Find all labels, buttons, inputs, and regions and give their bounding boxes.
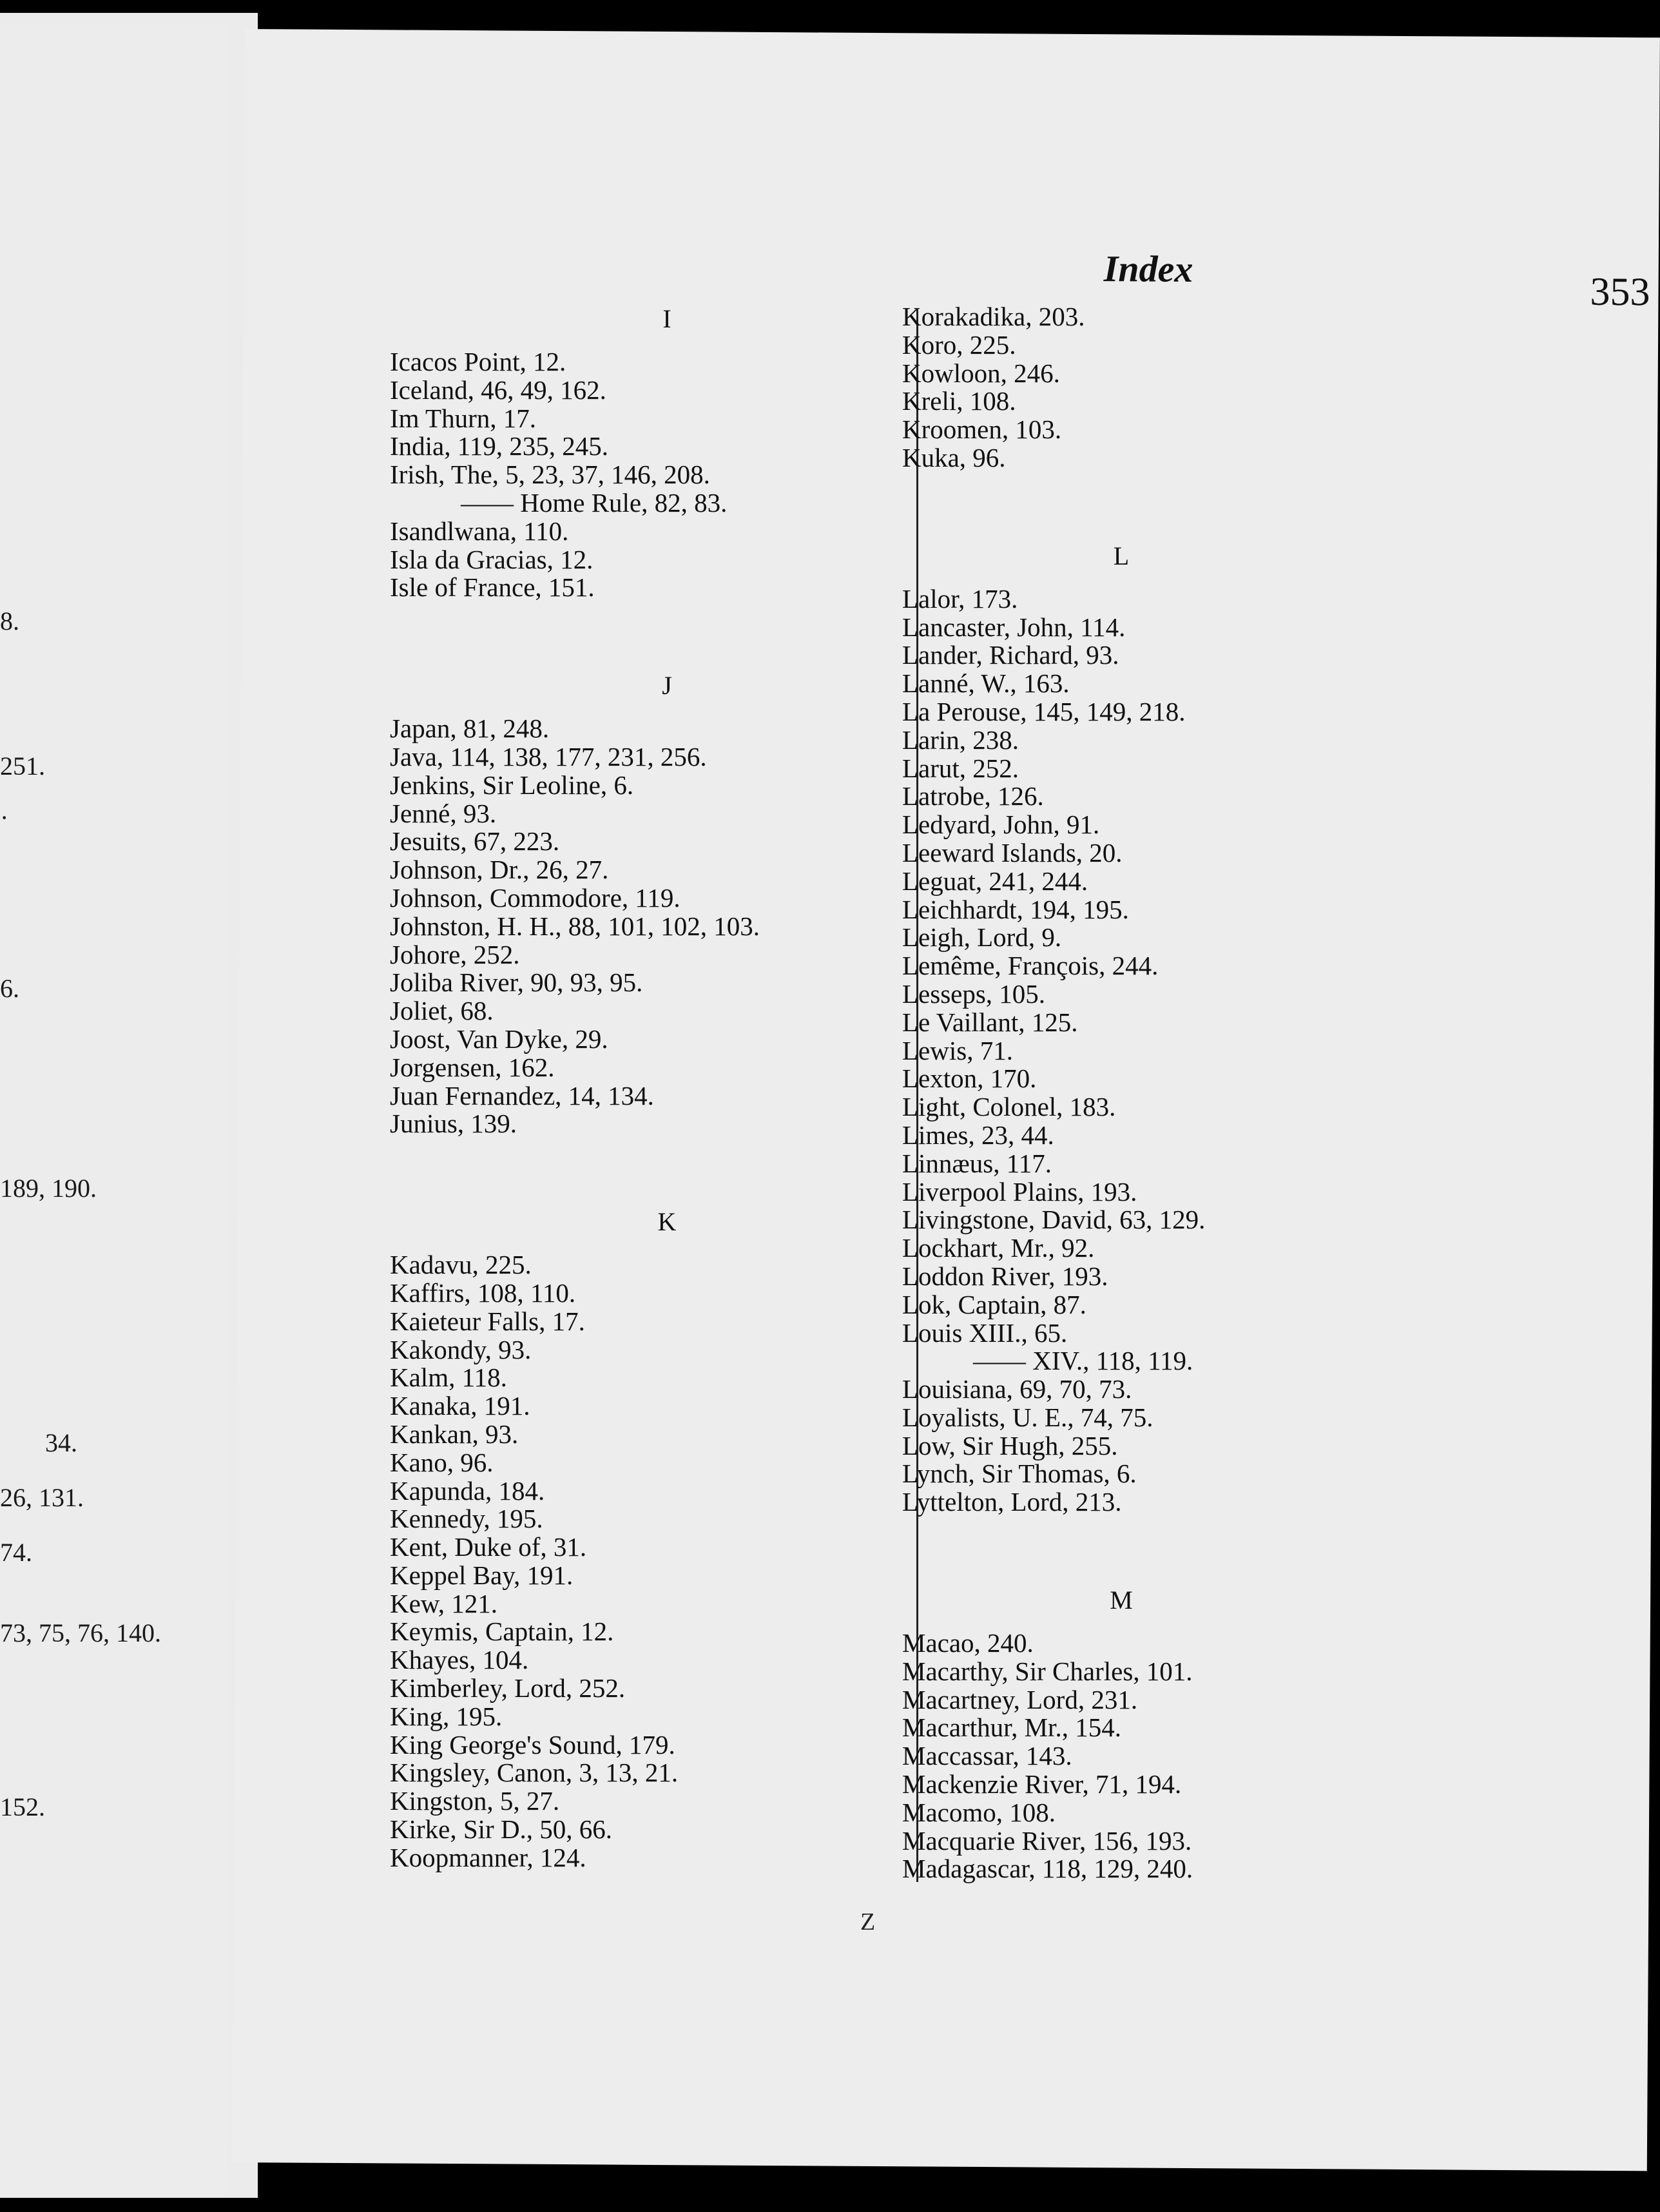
index-entry: Lalor, 173. [902, 583, 1018, 614]
left-page-fragment: 6. [0, 974, 19, 1003]
index-entry: Limes, 23, 44. [902, 1120, 1054, 1150]
index-entry: Japan, 81, 248. [390, 713, 550, 744]
index-entry: Isle of France, 151. [390, 572, 595, 603]
index-entry: Java, 114, 138, 177, 231, 256. [390, 741, 707, 771]
running-title: Index [1103, 247, 1193, 290]
left-page-fragment: 73, 75, 76, 140. [0, 1618, 161, 1647]
index-entry: Jorgensen, 162. [390, 1052, 555, 1082]
index-entry: Joost, Van Dyke, 29. [390, 1024, 608, 1054]
index-entry: Loddon River, 193. [902, 1261, 1108, 1291]
index-entry: Louisiana, 69, 70, 73. [902, 1374, 1132, 1404]
index-entry: Madagascar, 118, 129, 240. [902, 1854, 1193, 1884]
index-entry: Keymis, Captain, 12. [390, 1616, 614, 1647]
index-entry: Leeward Islands, 20. [902, 837, 1123, 868]
index-entry: Kano, 96. [390, 1447, 494, 1477]
index-entry: Lesseps, 105. [902, 978, 1046, 1009]
index-entry: Lyttelton, Lord, 213. [902, 1487, 1122, 1517]
signature-mark: Z [860, 1908, 876, 1936]
left-page-fragment: 251. [0, 752, 45, 781]
index-entry: King George's Sound, 179. [390, 1729, 675, 1760]
index-entry: Kew, 121. [390, 1588, 498, 1618]
index-entry: Lanné, W., 163. [902, 668, 1070, 699]
index-entry: Larut, 252. [902, 753, 1019, 783]
index-entry: Lemême, François, 244. [902, 951, 1159, 981]
index-entry: Lynch, Sir Thomas, 6. [902, 1459, 1137, 1489]
index-entry: Lok, Captain, 87. [902, 1289, 1086, 1319]
left-page-fragment: · [0, 803, 9, 832]
section-gap [390, 602, 905, 657]
index-entry: Juan Fernandez, 14, 134. [390, 1080, 654, 1111]
index-entry: Mackenzie River, 71, 194. [902, 1769, 1182, 1800]
index-entry: Khayes, 104. [390, 1645, 529, 1675]
index-entry: Leichhardt, 194, 195. [902, 894, 1129, 924]
section-letter: M [1110, 1586, 1133, 1615]
index-entry: Kennedy, 195. [390, 1504, 543, 1534]
index-entry: Johnson, Commodore, 119. [390, 882, 680, 913]
index-entry: Louis XIII., 65. [902, 1317, 1068, 1348]
index-entry: Latrobe, 126. [902, 781, 1044, 811]
index-entry: Jesuits, 67, 223. [390, 826, 560, 857]
index-entry: Johnston, H. H., 88, 101, 102, 103. [390, 911, 760, 941]
index-entry: Le Vaillant, 125. [902, 1007, 1078, 1037]
index-entry: Liverpool Plains, 193. [902, 1176, 1137, 1207]
index-entry: Kuka, 96. [902, 442, 1006, 472]
index-entry: Macarthur, Mr., 154. [902, 1712, 1121, 1743]
index-entry: Junius, 139. [390, 1109, 517, 1139]
index-entry: La Perouse, 145, 149, 218. [902, 696, 1186, 726]
index-entry: King, 195. [390, 1701, 503, 1731]
index-entry: Lockhart, Mr., 92. [902, 1233, 1095, 1263]
index-entry: —— Home Rule, 82, 83. [461, 487, 728, 518]
section-letter: K [657, 1207, 677, 1237]
section-letter: J [662, 671, 672, 701]
index-entry: Kalm, 118. [390, 1363, 507, 1393]
index-entry: Kent, Duke of, 31. [390, 1532, 587, 1562]
index-entry: Koro, 225. [902, 329, 1016, 360]
left-page-fragment: 152. [0, 1792, 45, 1821]
index-entry: Keppel Bay, 191. [390, 1560, 574, 1590]
index-entry: Macquarie River, 156, 193. [902, 1825, 1192, 1856]
index-entry: Leguat, 241, 244. [902, 866, 1088, 896]
index-entry: Larin, 238. [902, 724, 1019, 755]
index-entry: Korakadika, 203. [902, 302, 1085, 331]
section-gap [390, 1138, 905, 1193]
index-entry: Maccassar, 143. [902, 1741, 1072, 1771]
index-entry: Isandlwana, 110. [390, 516, 569, 546]
index-entry: Kroomen, 103. [902, 414, 1062, 445]
index-entry: Linnæus, 117. [902, 1148, 1052, 1178]
index-entry: Light, Colonel, 183. [902, 1092, 1116, 1122]
left-page-edge [0, 23, 226, 2195]
left-page-fragment: 189, 190. [0, 1174, 97, 1203]
index-entry: Isla da Gracias, 12. [390, 544, 594, 574]
index-column-left [390, 290, 905, 1872]
index-entry: Kapunda, 184. [390, 1475, 545, 1506]
index-entry: Kadavu, 225. [390, 1250, 532, 1280]
section-letter: L [1113, 541, 1130, 570]
index-column-right [902, 303, 1302, 1883]
section-gap [902, 1517, 1302, 1571]
index-entry: Kaieteur Falls, 17. [390, 1306, 585, 1336]
index-entry: Lexton, 170. [902, 1063, 1037, 1094]
index-entry: Lander, Richard, 93. [902, 640, 1119, 670]
left-page-fragment: 8. [0, 606, 19, 635]
index-entry: Irish, The, 5, 23, 37, 146, 208. [390, 460, 710, 490]
index-entry: Kakondy, 93. [390, 1334, 532, 1364]
index-entry: Ledyard, John, 91. [902, 810, 1100, 840]
index-entry: Lancaster, John, 114. [902, 612, 1126, 642]
index-entry: Livingstone, David, 63, 129. [902, 1205, 1206, 1235]
index-entry: Iceland, 46, 49, 162. [390, 374, 606, 405]
section-gap [902, 472, 1302, 527]
index-entry: Loyalists, U. E., 74, 75. [902, 1402, 1153, 1432]
index-entry: Lewis, 71. [902, 1035, 1013, 1065]
left-page-fragment: 34. [45, 1428, 77, 1457]
index-entry: Johnson, Dr., 26, 27. [390, 855, 609, 885]
left-page-fragment: 26, 131. [0, 1483, 84, 1512]
index-entry: Icacos Point, 12. [390, 347, 566, 376]
index-entry: Joliet, 68. [390, 996, 494, 1026]
index-entry: Macao, 240. [902, 1628, 1034, 1658]
index-entry: Macarthy, Sir Charles, 101. [902, 1656, 1193, 1686]
left-page-fragment: 74. [0, 1538, 32, 1567]
index-entry: Joliba River, 90, 93, 95. [390, 967, 643, 998]
index-entry: Low, Sir Hugh, 255. [902, 1430, 1118, 1460]
index-entry: Jenné, 93. [390, 798, 497, 828]
index-entry: Kankan, 93. [390, 1419, 519, 1449]
index-entry: Kreli, 108. [902, 386, 1016, 416]
index-entry: Kingsley, Canon, 3, 13, 21. [390, 1758, 679, 1788]
index-entry: Macomo, 108. [902, 1797, 1056, 1827]
index-entry: Im Thurn, 17. [390, 403, 537, 433]
index-entry: Kingston, 5, 27. [390, 1786, 560, 1816]
page-number: 353 [1590, 269, 1650, 315]
index-entry: Kanaka, 191. [390, 1391, 530, 1421]
index-entry: Kirke, Sir D., 50, 66. [390, 1814, 613, 1845]
index-entry: Kimberley, Lord, 252. [390, 1673, 626, 1703]
index-entry: India, 119, 235, 245. [390, 431, 608, 461]
index-entry: Kowloon, 246. [902, 358, 1060, 388]
index-entry: Jenkins, Sir Leoline, 6. [390, 770, 634, 800]
index-entry: Macartney, Lord, 231. [902, 1684, 1138, 1714]
index-entry: —— XIV., 118, 119. [973, 1346, 1193, 1376]
section-letter: I [662, 304, 671, 333]
index-entry: Koopmanner, 124. [390, 1842, 586, 1872]
index-entry: Kaffirs, 108, 110. [390, 1277, 576, 1308]
index-entry: Leigh, Lord, 9. [902, 922, 1062, 953]
index-entry: Johore, 252. [390, 939, 520, 969]
